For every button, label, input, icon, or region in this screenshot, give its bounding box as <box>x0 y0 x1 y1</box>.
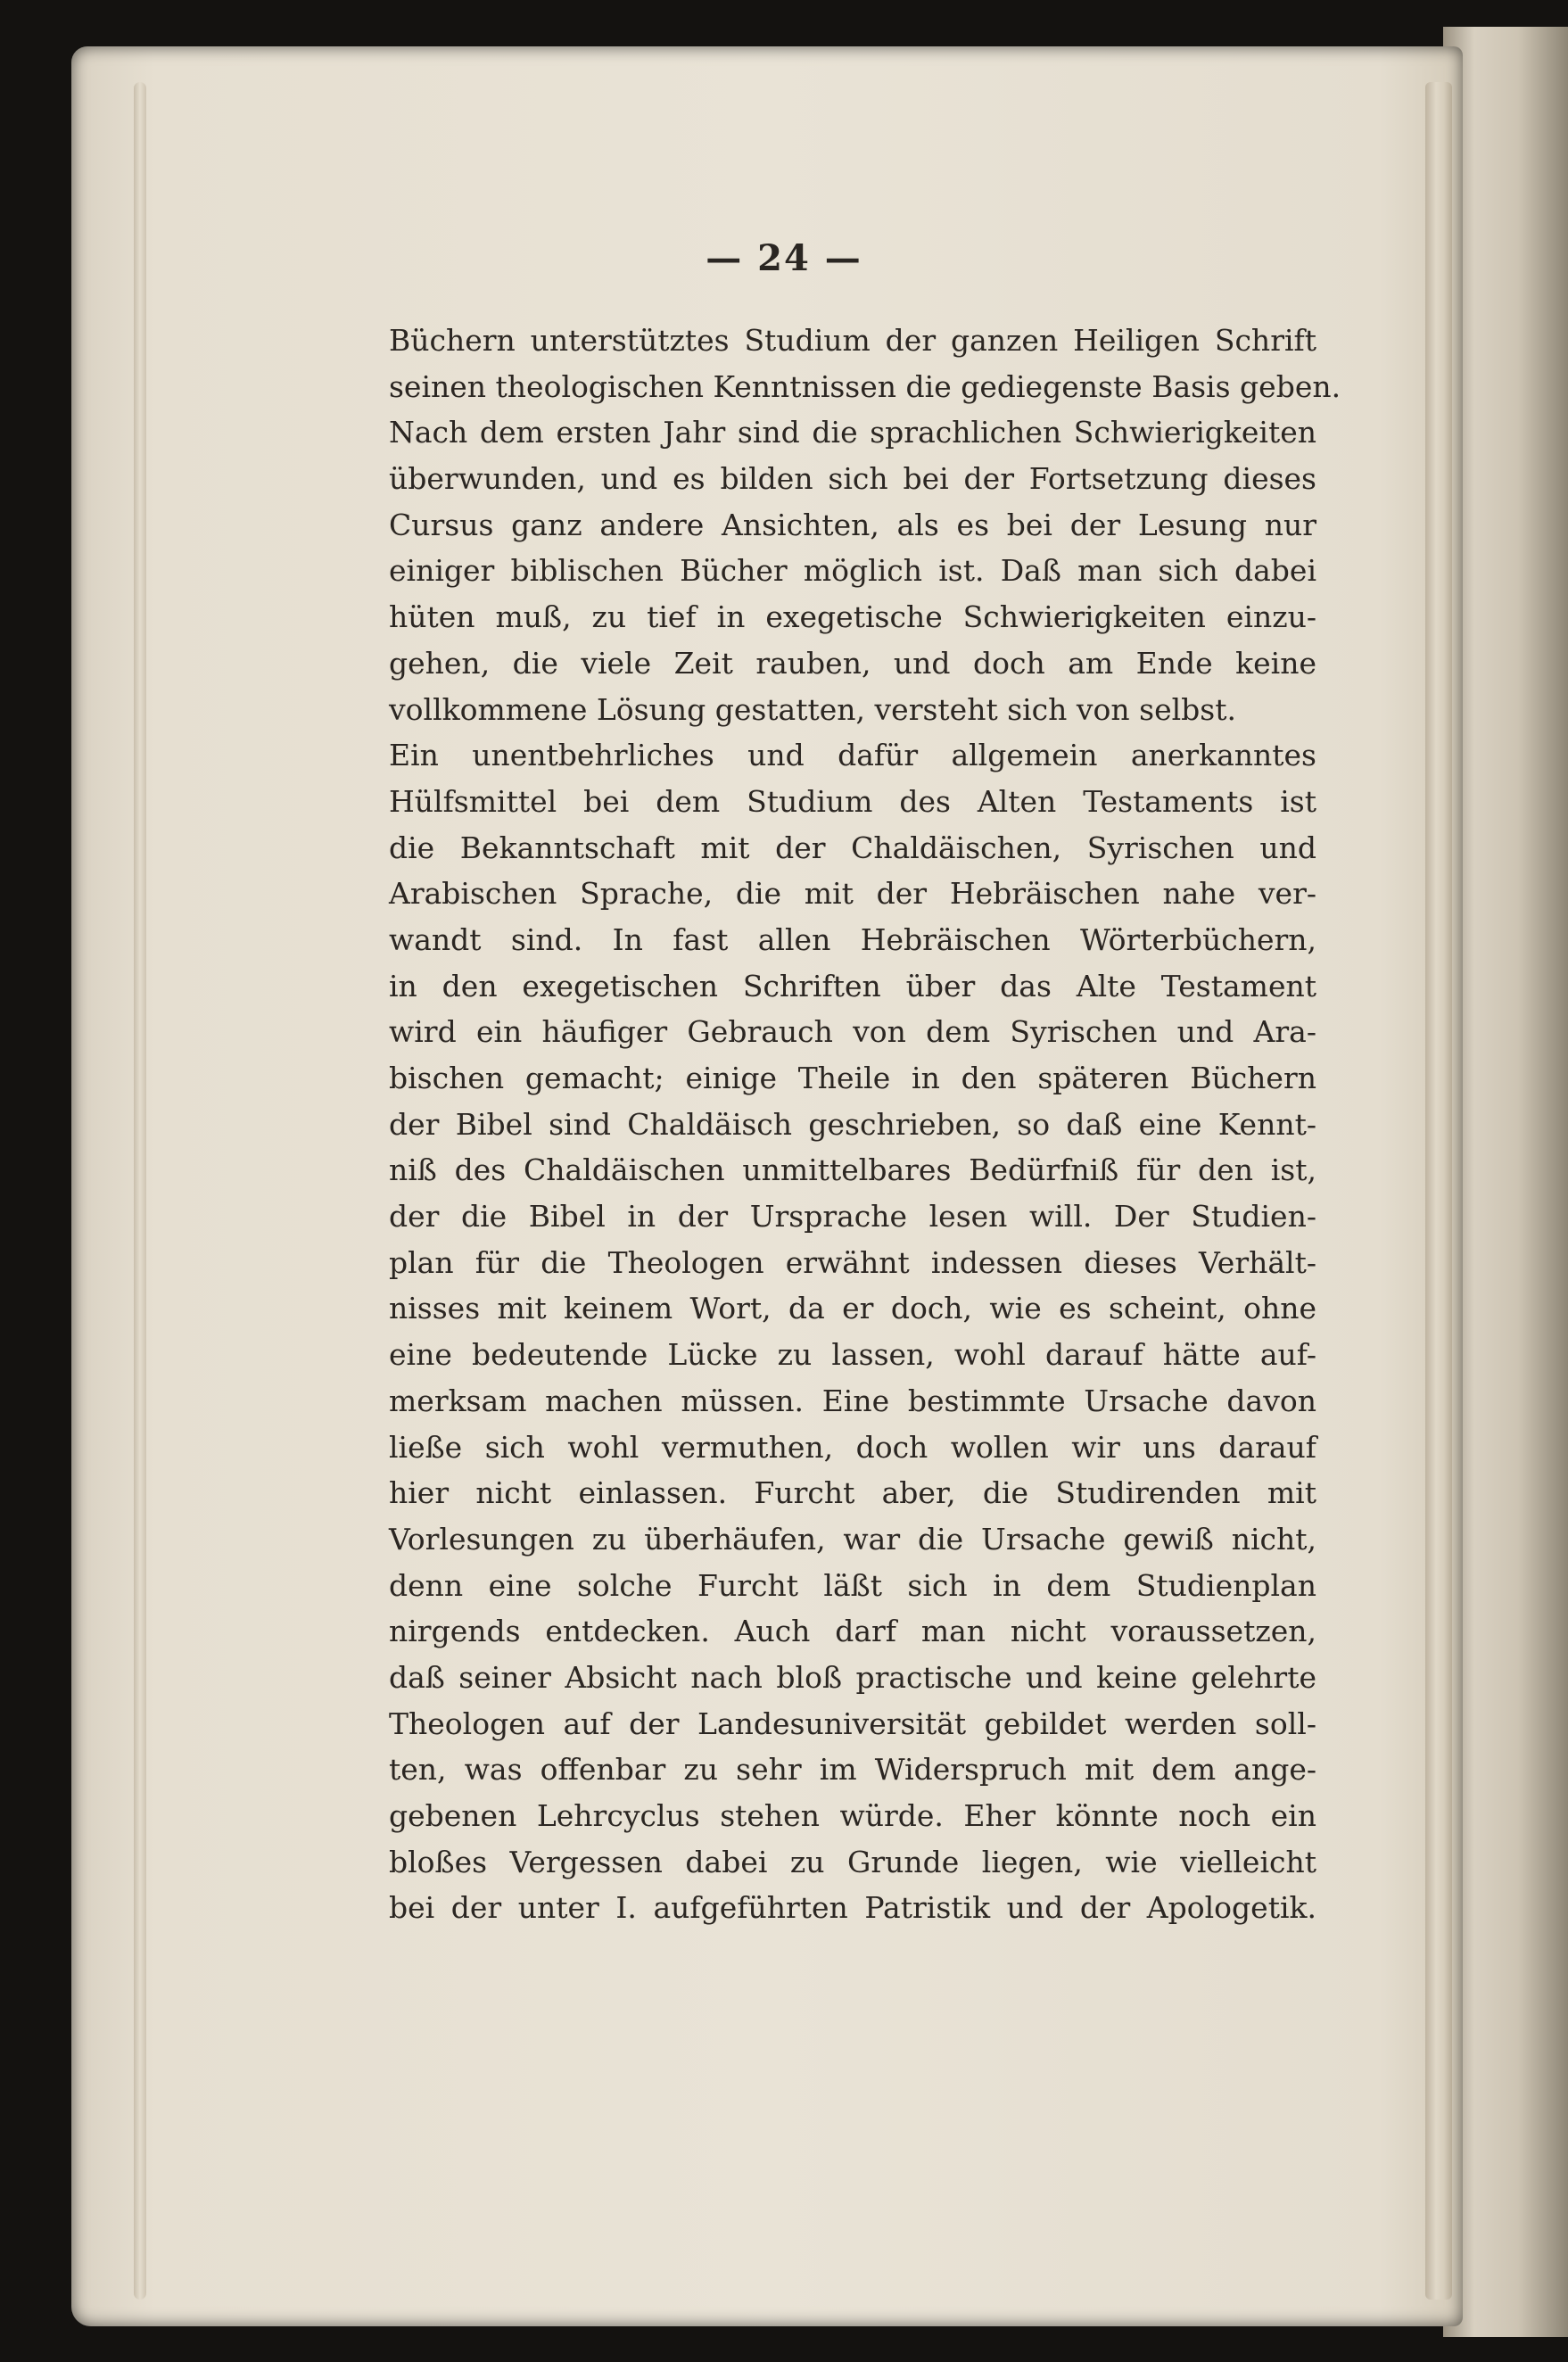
page-left-edge <box>134 82 146 2300</box>
text-line: plan für die Theologen erwähnt indessen dieses Verhält- <box>389 1244 1316 1280</box>
text-line: merksam machen müssen. Eine bestimmte Ursache davon <box>389 1383 1316 1418</box>
text-line: Theologen auf der Landesuniversität gebildet werden soll- <box>389 1705 1316 1741</box>
text-line: der die Bibel in der Ursprache lesen will. Der Studien- <box>389 1199 1316 1235</box>
text-line: bloßes Vergessen dabei zu Grunde liegen, wie vielleicht <box>389 1844 1316 1879</box>
text-line: Nach dem ersten Jahr sind die sprachlichen Schwierigkeiten <box>389 415 1316 450</box>
text-line: eine bedeutende Lücke zu lassen, wohl darauf hätte auf- <box>389 1337 1316 1373</box>
text-line: Vorlesungen zu überhäufen, war die Ursache gewiß nicht, <box>389 1521 1316 1557</box>
text-line: daß seiner Absicht nach bloß practische und keine gelehrte <box>389 1659 1316 1695</box>
text-line: hüten muß, zu tief in exegetische Schwierigkeiten einzu- <box>389 599 1316 635</box>
text-line: der Bibel sind Chaldäisch geschrieben, so daß eine Kennt- <box>389 1106 1316 1142</box>
text-line: ten, was offenbar zu sehr im Widerspruch mit dem ange- <box>389 1752 1316 1788</box>
text-line: vollkommene Lösung gestatten, versteht sich von selbst. <box>389 691 1236 727</box>
text-line: bei der unter I. aufgeführten Patristik und der Apologetik. <box>389 1890 1316 1926</box>
page-right-edge <box>1425 82 1452 2300</box>
text-line: gehen, die viele Zeit rauben, und doch am Ende keine <box>389 645 1316 681</box>
text-line: bischen gemacht; einige Theile in den späteren Büchern <box>389 1061 1316 1095</box>
page-number: — 24 — <box>706 237 862 279</box>
text-line: die Bekanntschaft mit der Chaldäischen, Syrischen und <box>389 830 1316 865</box>
text-line: Hülfsmittel bei dem Studium des Alten Testaments ist <box>389 783 1316 819</box>
text-line: wird ein häufiger Gebrauch von dem Syrischen und Ara- <box>389 1014 1316 1050</box>
text-line: Arabischen Sprache, die mit der Hebräischen nahe ver- <box>389 876 1316 912</box>
text-line: niß des Chaldäischen unmittelbares Bedürfniß für den ist, <box>389 1152 1316 1188</box>
text-line: in den exegetischen Schriften über das Alte Testament <box>389 968 1316 1003</box>
text-line: Büchern unterstütztes Studium der ganzen Heiligen Schrift <box>389 323 1316 358</box>
text-line: denn eine solche Furcht läßt sich in dem Studienplan <box>389 1567 1316 1603</box>
text-line: wandt sind. In fast allen Hebräischen Wörterbüchern, <box>389 921 1316 957</box>
text-line: nirgends entdecken. Auch darf man nicht voraussetzen, <box>389 1614 1316 1649</box>
text-line: ließe sich wohl vermuthen, doch wollen wir uns darauf <box>389 1429 1316 1465</box>
text-line: hier nicht einlassen. Furcht aber, die Studirenden mit <box>389 1475 1316 1511</box>
text-line: Ein unentbehrliches und dafür allgemein anerkanntes <box>389 738 1316 773</box>
text-line: seinen theologischen Kenntnissen die gediegenste Basis geben. <box>389 368 1341 404</box>
text-line: einiger biblischen Bücher möglich ist. Daß man sich dabei <box>389 553 1316 589</box>
text-line: nisses mit keinem Wort, da er doch, wie es scheint, ohne <box>389 1291 1316 1326</box>
text-line: Cursus ganz andere Ansichten, als es bei der Lesung nur <box>389 507 1316 542</box>
body-text <box>389 318 1341 1931</box>
text-line: überwunden, und es bilden sich bei der Fortsetzung dieses <box>389 461 1316 497</box>
text-line: gebenen Lehrcyclus stehen würde. Eher könnte noch ein <box>389 1798 1316 1833</box>
